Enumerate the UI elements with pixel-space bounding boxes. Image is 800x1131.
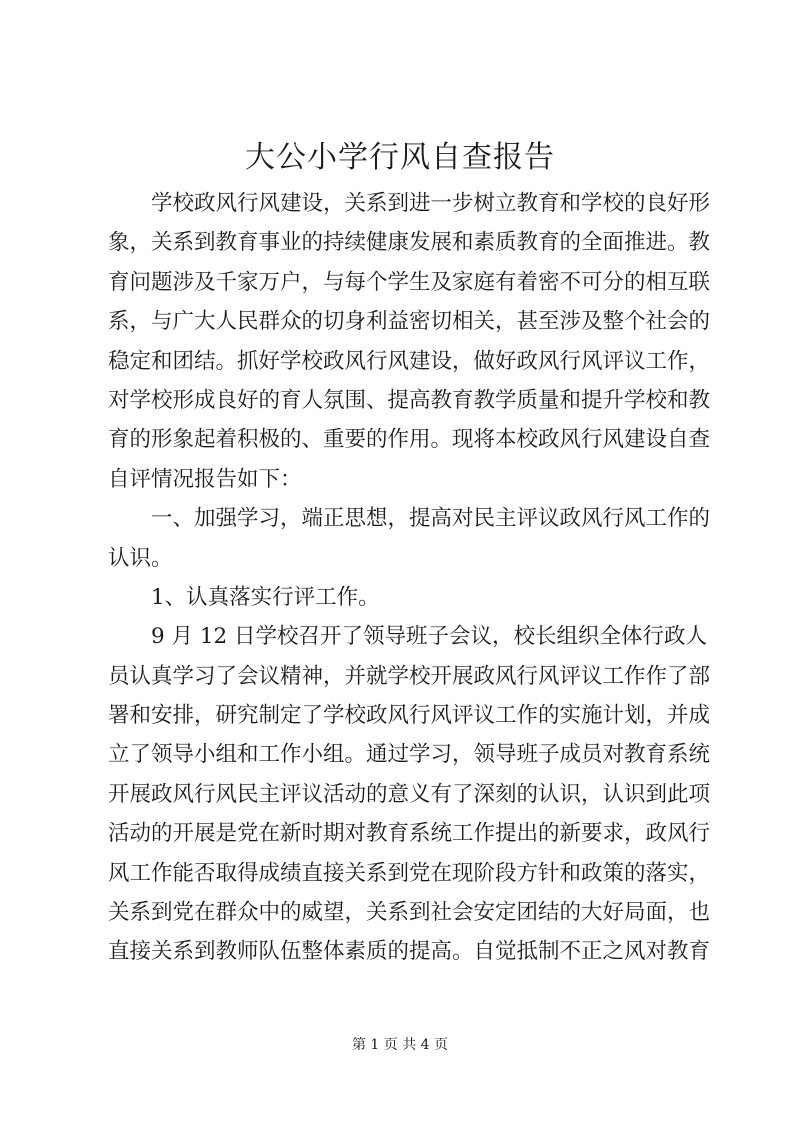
body-line: 立了领导小组和工作小组。通过学习，领导班子成员对教育系统 [108,742,711,768]
body-line: 直接关系到教师队伍整体素质的提高。自觉抵制不正之风对教育 [108,939,711,965]
body-line: 活动的开展是党在新时期对教育系统工作提出的新要求，政风行 [108,821,711,847]
body-line: 育问题涉及千家万户，与每个学生及家庭有着密不可分的相互联 [108,269,711,295]
body-line: 自评情况报告如下： [108,466,302,492]
body-line: 学校政风行风建设，关系到进一步树立教育和学校的良好形 [151,191,711,216]
subsection-heading: 1、认真落实行评工作。 [151,584,380,610]
body-line: 象，关系到教育事业的持续健康发展和素质教育的全面推进。教 [108,230,711,256]
section-heading-line: 一、加强学习，端正思想，提高对民主评议政风行风工作的 [151,506,711,532]
body-line: 9 月 12 日学校召开了领导班子会议，校长组织全体行政人 [151,624,708,650]
document-title: 大公小学行风自查报告 [245,140,555,175]
body-line: 开展政风行风民主评议活动的意义有了深刻的认识，认识到此项 [108,781,711,807]
body-line: 对学校形成良好的育人氛围、提高教育教学质量和提升学校和教 [108,387,711,413]
section-heading-line: 认识。 [108,545,173,571]
body-line: 署和安排，研究制定了学校政风行风评议工作的实施计划，并成 [108,703,711,729]
body-line: 系，与广大人民群众的切身利益密切相关，甚至涉及整个社会的 [108,309,711,335]
body-line: 育的形象起着积极的、重要的作用。现将本校政风行风建设自查 [108,427,711,453]
body-line: 稳定和团结。抓好学校政风行风建设，做好政风行风评议工作， [108,348,711,374]
body-line: 风工作能否取得成绩直接关系到党在现阶段方针和政策的落实， [108,860,711,886]
body-line: 员认真学习了会议精神，并就学校开展政风行风评议工作作了部 [108,663,711,689]
document-body [108,184,711,972]
page-number-footer: 第 1 页 共 4 页 [351,1037,449,1053]
body-line: 关系到党在群众中的威望，关系到社会安定团结的大好局面，也 [108,900,711,926]
